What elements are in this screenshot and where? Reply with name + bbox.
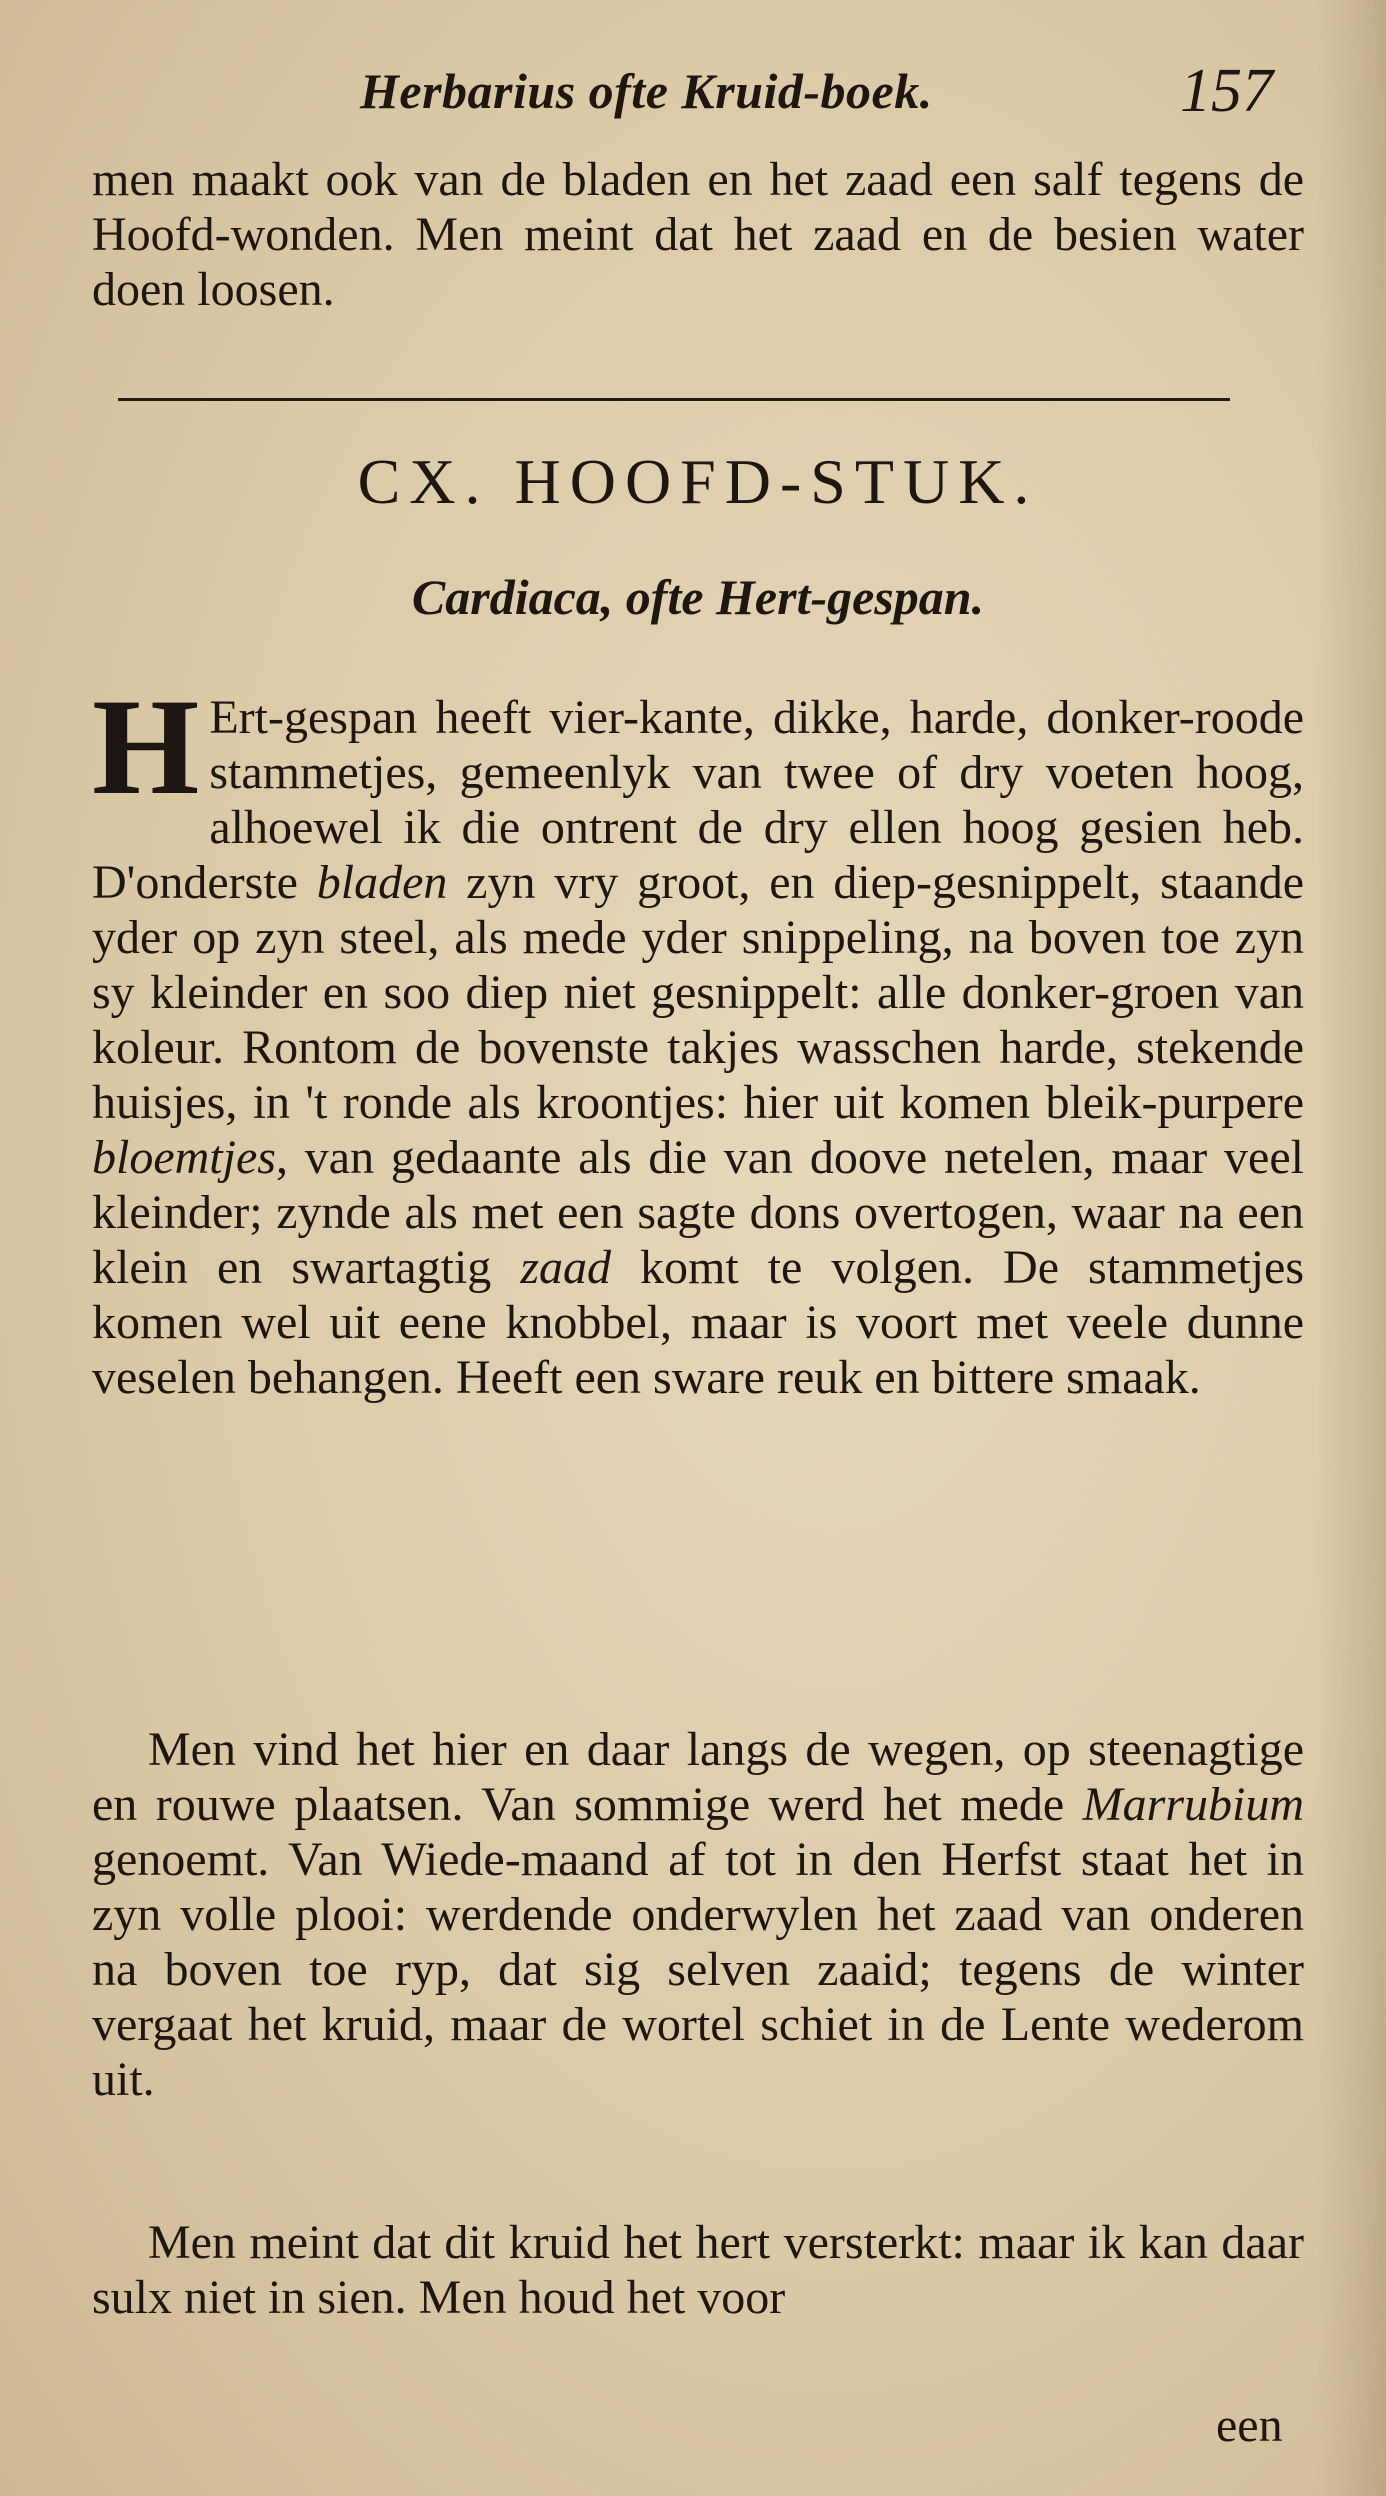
paragraph-2-text <box>92 1722 1304 2107</box>
carry-over-text: men maakt ook van de bladen en het zaad een salf tegens de Hoofd-wonden. Men meint dat het zaad en de besien water doen loosen. <box>92 153 1304 316</box>
paragraph-2-part-1: Men vind het hier en daar langs de wegen, op steenagtige en rouwe plaatsen. Van sommige werd het mede <box>92 1723 1304 1831</box>
paragraph-1-part-3: , van gedaante als die van doove netelen, maar veel kleinder; zynde als met een sagte dons overtogen, waar na een klein en swartagtig <box>92 1131 1304 1294</box>
drop-cap: H <box>92 670 200 823</box>
carry-over-paragraph <box>92 152 1304 317</box>
paragraph-2-part-2: genoemt. Van Wiede-maand af tot in den Herfst staat het in zyn volle plooi: werdende onderwylen het zaad van onderen na boven toe ryp, dat sig selven zaaid; tegens de winter vergaat het kruid, maar de wortel schiet in de Lente wederom uit. <box>92 1833 1304 2106</box>
paragraph-1-part-4: komt te volgen. De stammetjes komen wel uit eene knobbel, maar is voort met veele dunne veselen behangen. Heeft een sware reuk en bittere smaak. <box>92 1241 1305 1404</box>
term-bloemtjes: bloemtjes <box>92 1131 276 1184</box>
term-zaad: zaad <box>520 1241 611 1294</box>
running-title: Herbarius ofte Kruid-boek. <box>360 63 933 119</box>
paragraph-3-text: Men meint dat dit kruid het hert versterkt: maar ik kan daar sulx niet in sien. Men houd het voor <box>92 2216 1304 2324</box>
paragraph-1-part-2: zyn vry groot, en diep-gesnippelt, staande yder op zyn steel, als mede yder snippeling, na boven toe zyn sy kleinder en soo diep niet gesnippelt: alle donker-groen van koleur. Rontom de bovenste takjes wasschen harde, stekende huisjes, in 't ronde als kroontjes: hier uit komen bleik-purpere <box>92 856 1305 1129</box>
page-gutter-shadow <box>1316 0 1386 2496</box>
term-bladen: bladen <box>316 856 448 909</box>
catchword: een <box>1216 2399 1283 2452</box>
paragraph-virtues <box>92 2215 1304 2325</box>
paragraph-habitat <box>92 1722 1304 2107</box>
term-marrubium: Marrubium <box>1082 1778 1304 1831</box>
paragraph-description <box>92 670 1305 1405</box>
paragraph-1-part-1: Ert-gespan heeft vier-kante, dikke, harde, donker-roode stammetjes, gemeenlyk van twee of dry voeten hoog, alhoewel ik die ontrent de dry ellen hoog gesien heb. D'onderste <box>92 691 1304 909</box>
paragraph-1-text <box>92 670 1305 1405</box>
chapter-rule <box>118 398 1230 401</box>
chapter-heading: CX. HOOFD-STUK. <box>357 446 1039 517</box>
page-number: 157 <box>1180 57 1273 125</box>
section-title: Cardiaca, ofte Hert-gespan. <box>411 569 985 625</box>
